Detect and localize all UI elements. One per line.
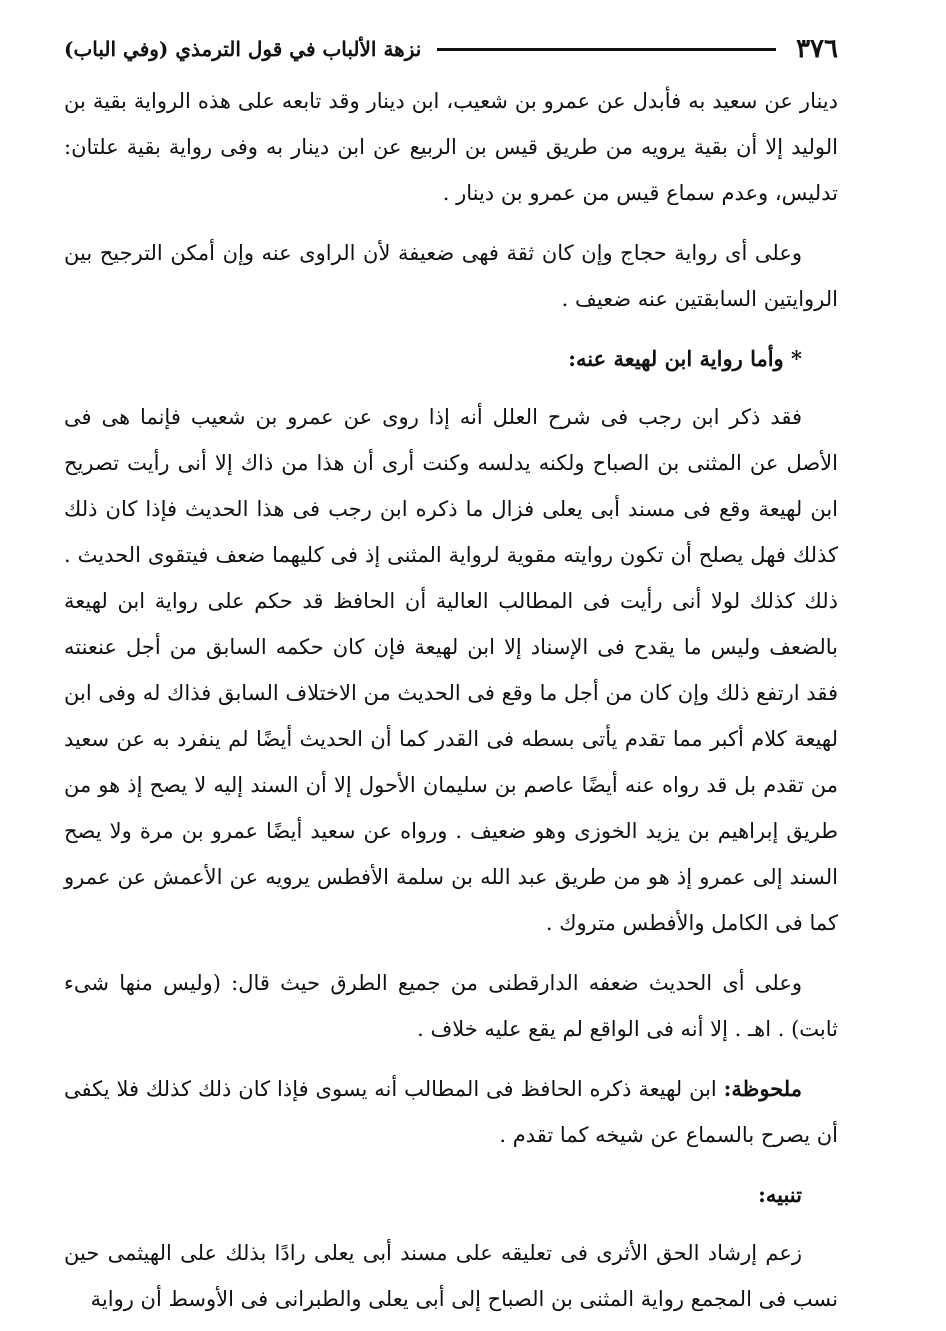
paragraph-4: وعلى أى الحديث ضعفه الدارقطنى من جميع الطرق حيث قال: (وليس منها شىء ثابت) . اهـ . إلا أنه فى الواقع لم يقع عليه خلاف . [64,971,838,1041]
body-text [64,78,838,1322]
note-paragraph [64,1066,838,1158]
paragraph-1: دينار عن سعيد به فأبدل عن عمرو بن شعيب، ابن دينار وقد تابعه على هذه الرواية بقية بن الوليد إلا أن بقية يرويه من طريق قيس بن الربيع عن ابن دينار به وفى رواية بقية علتان: تدليس، وعدم سماع قيس من عمرو بن دينار . [64,89,838,205]
running-head [64,34,838,64]
header-rule [437,48,776,51]
note-label: ملحوظة: [723,1076,802,1101]
running-title: نزهة الألباب في قول الترمذي (وفي الباب) [64,37,422,61]
section-heading-ibn-lahia: * وأما رواية ابن لهيعة عنه: [568,346,802,371]
paragraph-5: زعم إرشاد الحق الأثرى فى تعليقه على مسند أبى يعلى رادًا بذلك على الهيثمى حين نسب فى المجمع رواية المثنى بن الصباح إلى أبى يعلى والطبرانى فى الأوسط أن رواية [64,1241,838,1311]
section-heading-tanbih: تنبيه: [758,1182,802,1207]
paragraph-3: فقد ذكر ابن رجب فى شرح العلل أنه إذا روى عن عمرو بن شعيب فإنما هى فى الأصل عن المثنى بن الصباح ولكنه يدلسه وكنت أرى أن هذا من ذاك إلا أنى رأيت تصريح ابن لهيعة وقع فى مسند أبى يعلى فزال ما ذكره ابن رجب فى هذا الحديث فإذا كان ذلك كذلك فهل يصلح أن تكون روايته مقوية لرواية المثنى إذ فى كليهما ضعف فيتقوى الحديث . ذلك كذلك لولا أنى رأيت فى المطالب العالية أن الحافظ قد حكم على رواية ابن لهيعة بالضعف وليس ما يقدح فى الإسناد إلا ابن لهيعة فإن كان حكمه السابق من أجل عنعنته فقد ارتفع ذلك وإن كان من أجل ما وقع فى الحديث من الاختلاف السابق فذاك له وفى ابن لهيعة كلام أكبر مما تقدم يأتى بسطه فى القدر كما أن الحديث أيضًا لم ينفرد به عن سعيد من تقدم بل قد رواه عنه أيضًا عاصم بن سليمان الأحول إلا أن السند إليه لا يصح إذ هو من طريق إبراهيم بن يزيد الخوزى وهو ضعيف . ورواه عن سعيد أيضًا عمرو بن مرة ولا يصح السند إلى عمرو إذ هو من طريق عبد الله بن سلمة الأفطس يرويه عن الأعمش عن عمرو كما فى الكامل والأفطس متروك . [64,405,838,935]
page-number: ٣٧٦ [796,34,838,64]
note-text: ابن لهيعة ذكره الحافظ فى المطالب أنه يسوى فإذا كان ذلك كذلك فلا يكفى أن يصرح بالسماع عن شيخه كما تقدم . [64,1077,838,1147]
paragraph-2: وعلى أى رواية حجاج وإن كان ثقة فهى ضعيفة لأن الراوى عنه وإن أمكن الترجيح بين الروايتين السابقتين عنه ضعيف . [64,241,838,311]
